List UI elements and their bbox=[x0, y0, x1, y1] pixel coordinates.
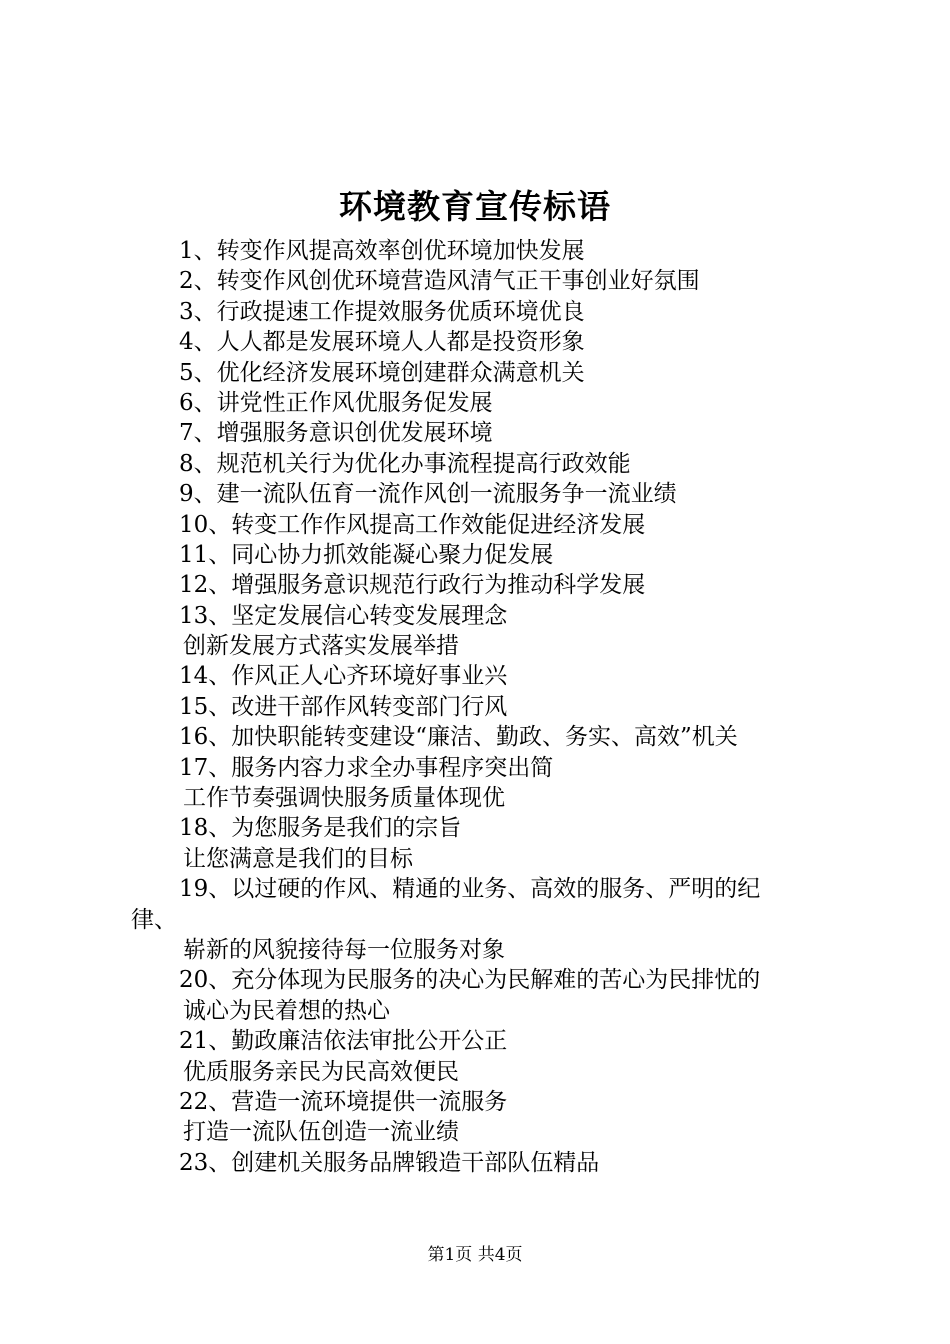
slogan-line: 11、同心协力抓效能凝心聚力促发展 bbox=[179, 541, 554, 568]
slogan-line: 打造一流队伍创造一流业绩 bbox=[183, 1119, 459, 1146]
slogan-line: 16、加快职能转变建设“廉洁、勤政、务实、高效”机关 bbox=[179, 724, 738, 751]
slogan-line: 诚心为民着想的热心 bbox=[183, 997, 390, 1024]
slogan-line: 崭新的风貌接待每一位服务对象 bbox=[183, 936, 505, 963]
slogan-line: 12、增强服务意识规范行政行为推动科学发展 bbox=[179, 572, 646, 599]
slogan-line: 22、营造一流环境提供一流服务 bbox=[179, 1088, 508, 1115]
slogan-line: 23、创建机关服务品牌锻造干部队伍精品 bbox=[179, 1149, 600, 1176]
slogan-line: 5、优化经济发展环境创建群众满意机关 bbox=[179, 359, 585, 386]
page-title: 环境教育宣传标语 bbox=[339, 187, 611, 226]
slogan-line: 8、规范机关行为优化办事流程提高行政效能 bbox=[179, 450, 631, 477]
slogan-line: 律、 bbox=[131, 906, 177, 933]
slogan-line: 10、转变工作作风提高工作效能促进经济发展 bbox=[179, 511, 646, 538]
slogan-line: 9、建一流队伍育一流作风创一流服务争一流业绩 bbox=[179, 481, 677, 508]
slogan-line: 21、勤政廉洁依法审批公开公正 bbox=[179, 1028, 508, 1055]
slogan-line: 让您满意是我们的目标 bbox=[183, 845, 413, 872]
slogan-line: 20、充分体现为民服务的决心为民解难的苦心为民排忧的 bbox=[179, 967, 761, 994]
slogan-line: 14、作风正人心齐环境好事业兴 bbox=[179, 663, 508, 690]
slogan-line: 7、增强服务意识创优发展环境 bbox=[179, 420, 493, 447]
slogan-line: 6、讲党性正作风优服务促发展 bbox=[179, 389, 493, 416]
slogan-list bbox=[131, 236, 841, 1178]
slogan-line: 1、转变作风提高效率创优环境加快发展 bbox=[179, 238, 585, 264]
slogan-line: 13、坚定发展信心转变发展理念 bbox=[179, 602, 508, 629]
slogan-line: 工作节奏强调快服务质量体现优 bbox=[183, 785, 505, 812]
slogan-line: 优质服务亲民为民高效便民 bbox=[183, 1058, 459, 1085]
slogan-line: 19、以过硬的作风、精通的业务、高效的服务、严明的纪 bbox=[179, 876, 761, 903]
page-footer: 第1页 共4页 bbox=[427, 1245, 523, 1265]
slogan-line: 2、转变作风创优环境营造风清气正干事创业好氛围 bbox=[179, 268, 700, 295]
slogan-line: 4、人人都是发展环境人人都是投资形象 bbox=[179, 329, 585, 356]
slogan-line: 17、服务内容力求全办事程序突出简 bbox=[179, 754, 554, 781]
slogan-line: 15、改进干部作风转变部门行风 bbox=[179, 693, 508, 720]
slogan-line: 18、为您服务是我们的宗旨 bbox=[179, 815, 462, 842]
slogan-line: 3、行政提速工作提效服务优质环境优良 bbox=[179, 298, 585, 325]
slogan-line: 创新发展方式落实发展举措 bbox=[183, 633, 459, 660]
